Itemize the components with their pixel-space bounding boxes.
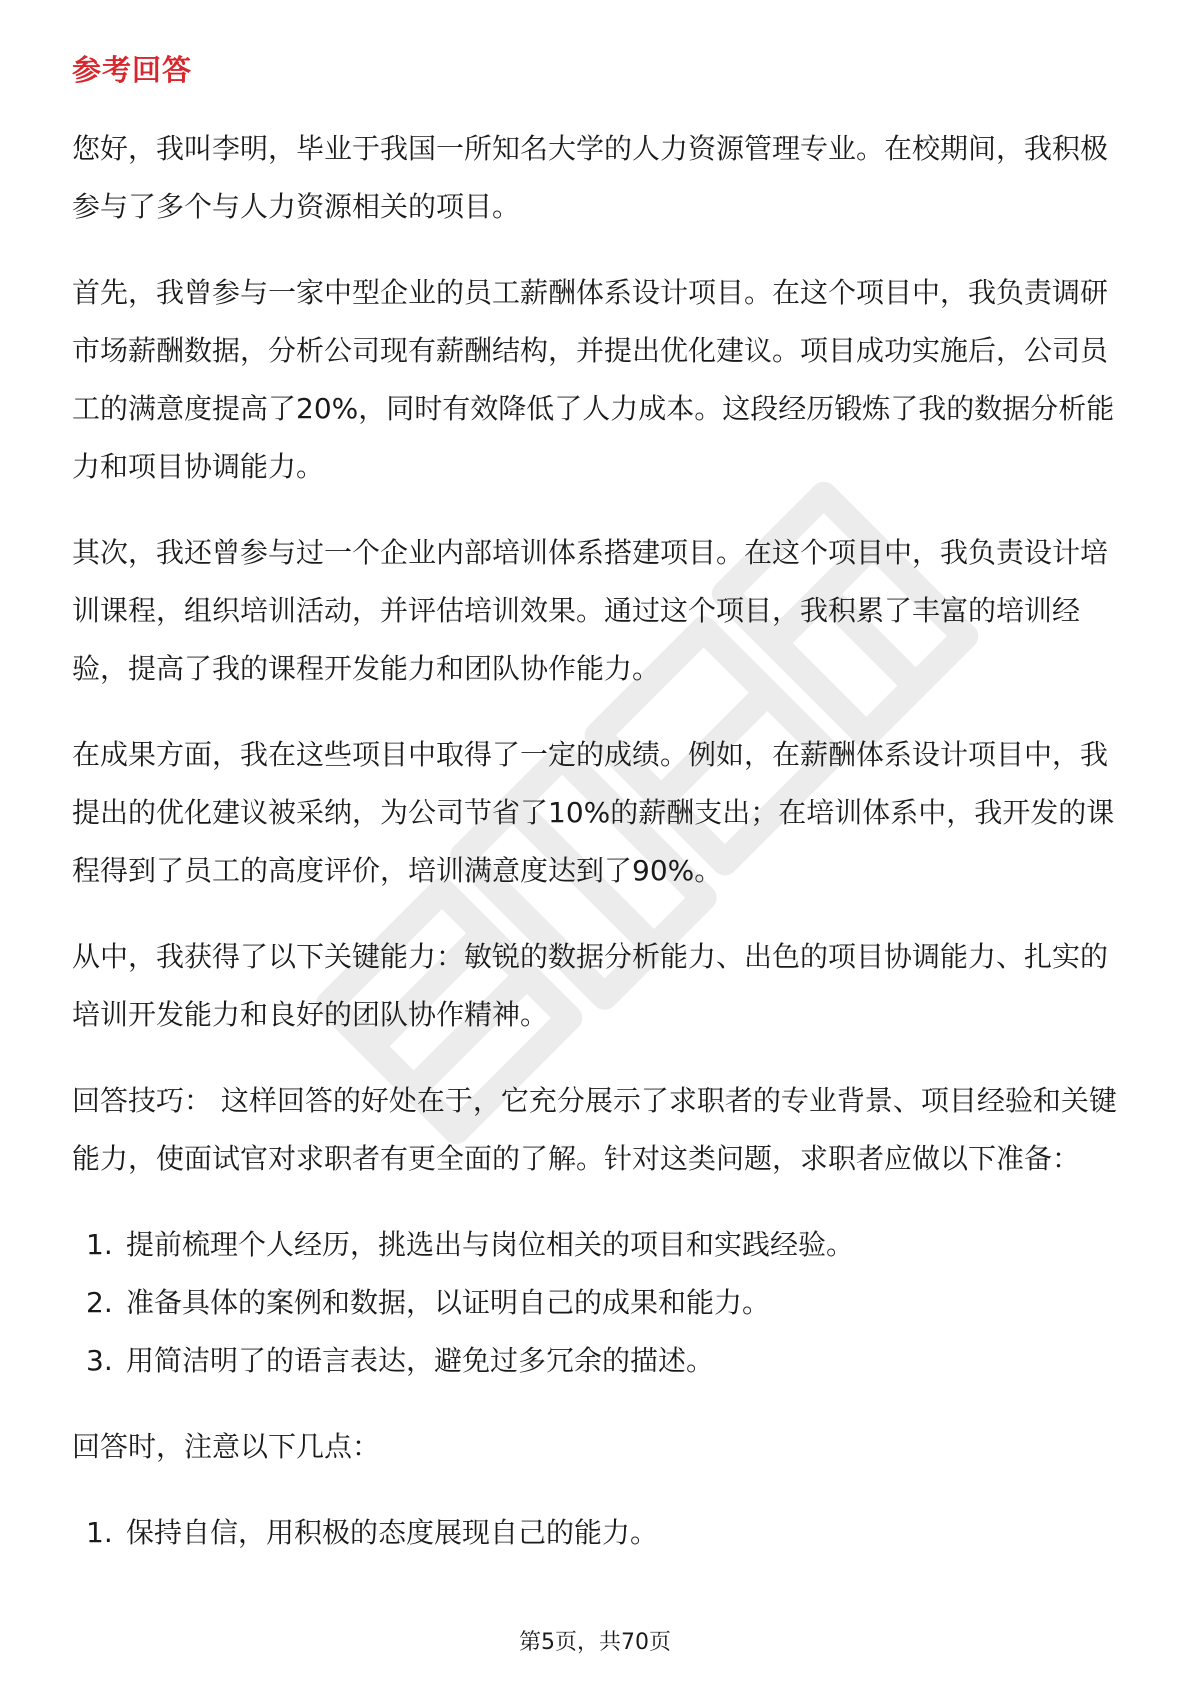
notes-list xyxy=(72,1504,1122,1562)
paragraph-key-skills: 从中，我获得了以下关键能力：敏锐的数据分析能力、出色的项目协调能力、扎实的培训开发能力和良好的团队协作精神。 xyxy=(72,940,1109,1031)
paragraph-notes-intro: 回答时，注意以下几点： xyxy=(72,1430,381,1463)
paragraph-project-salary: 首先，我曾参与一家中型企业的员工薪酬体系设计项目。在这个项目中，我负责调研市场薪酬数据，分析公司现有薪酬结构，并提出优化建议。项目成功实施后，公司员工的满意度提高了20%，同时有效降低了人力成本。这段经历锻炼了我的数据分析能力和项目协调能力。 xyxy=(72,276,1115,483)
preparation-list xyxy=(72,1216,1122,1390)
paragraph-project-training: 其次，我还曾参与过一个企业内部培训体系搭建项目。在这个项目中，我负责设计培训课程，组织培训活动，并评估培训效果。通过这个项目，我积累了丰富的培训经验，提高了我的课程开发能力和团队协作能力。 xyxy=(72,536,1109,685)
list-item-text: 保持自信，用积极的态度展现自己的能力。 xyxy=(126,1516,659,1549)
page-footer: 第5页，共70页 xyxy=(519,1630,671,1655)
paragraph-intro: 您好，我叫李明，毕业于我国一所知名大学的人力资源管理专业。在校期间，我积极参与了多个与人力资源相关的项目。 xyxy=(72,132,1109,223)
list-item xyxy=(72,1274,1122,1332)
list-number: 2. xyxy=(86,1286,113,1319)
list-item xyxy=(72,1504,1122,1562)
list-number: 1. xyxy=(86,1228,113,1261)
list-item-text: 提前梳理个人经历，挑选出与岗位相关的项目和实践经验。 xyxy=(126,1228,855,1261)
list-item xyxy=(72,1216,1122,1274)
list-number: 3. xyxy=(86,1344,113,1377)
list-item-text: 准备具体的案例和数据，以证明自己的成果和能力。 xyxy=(126,1286,771,1319)
list-item xyxy=(72,1332,1122,1390)
page-heading: 参考回答 xyxy=(72,53,193,87)
list-number: 1. xyxy=(86,1516,113,1549)
answer-body xyxy=(72,120,1122,1590)
paragraph-achievements: 在成果方面，我在这些项目中取得了一定的成绩。例如，在薪酬体系设计项目中，我提出的优化建议被采纳，为公司节省了10%的薪酬支出；在培训体系中，我开发的课程得到了员工的高度评价，培训满意度达到了90%。 xyxy=(72,738,1115,887)
list-item-text: 用简洁明了的语言表达，避免过多冗余的描述。 xyxy=(126,1344,715,1377)
paragraph-answer-tips: 回答技巧： 这样回答的好处在于，它充分展示了求职者的专业背景、项目经验和关键能力，使面试官对求职者有更全面的了解。针对这类问题，求职者应做以下准备： xyxy=(72,1084,1117,1175)
